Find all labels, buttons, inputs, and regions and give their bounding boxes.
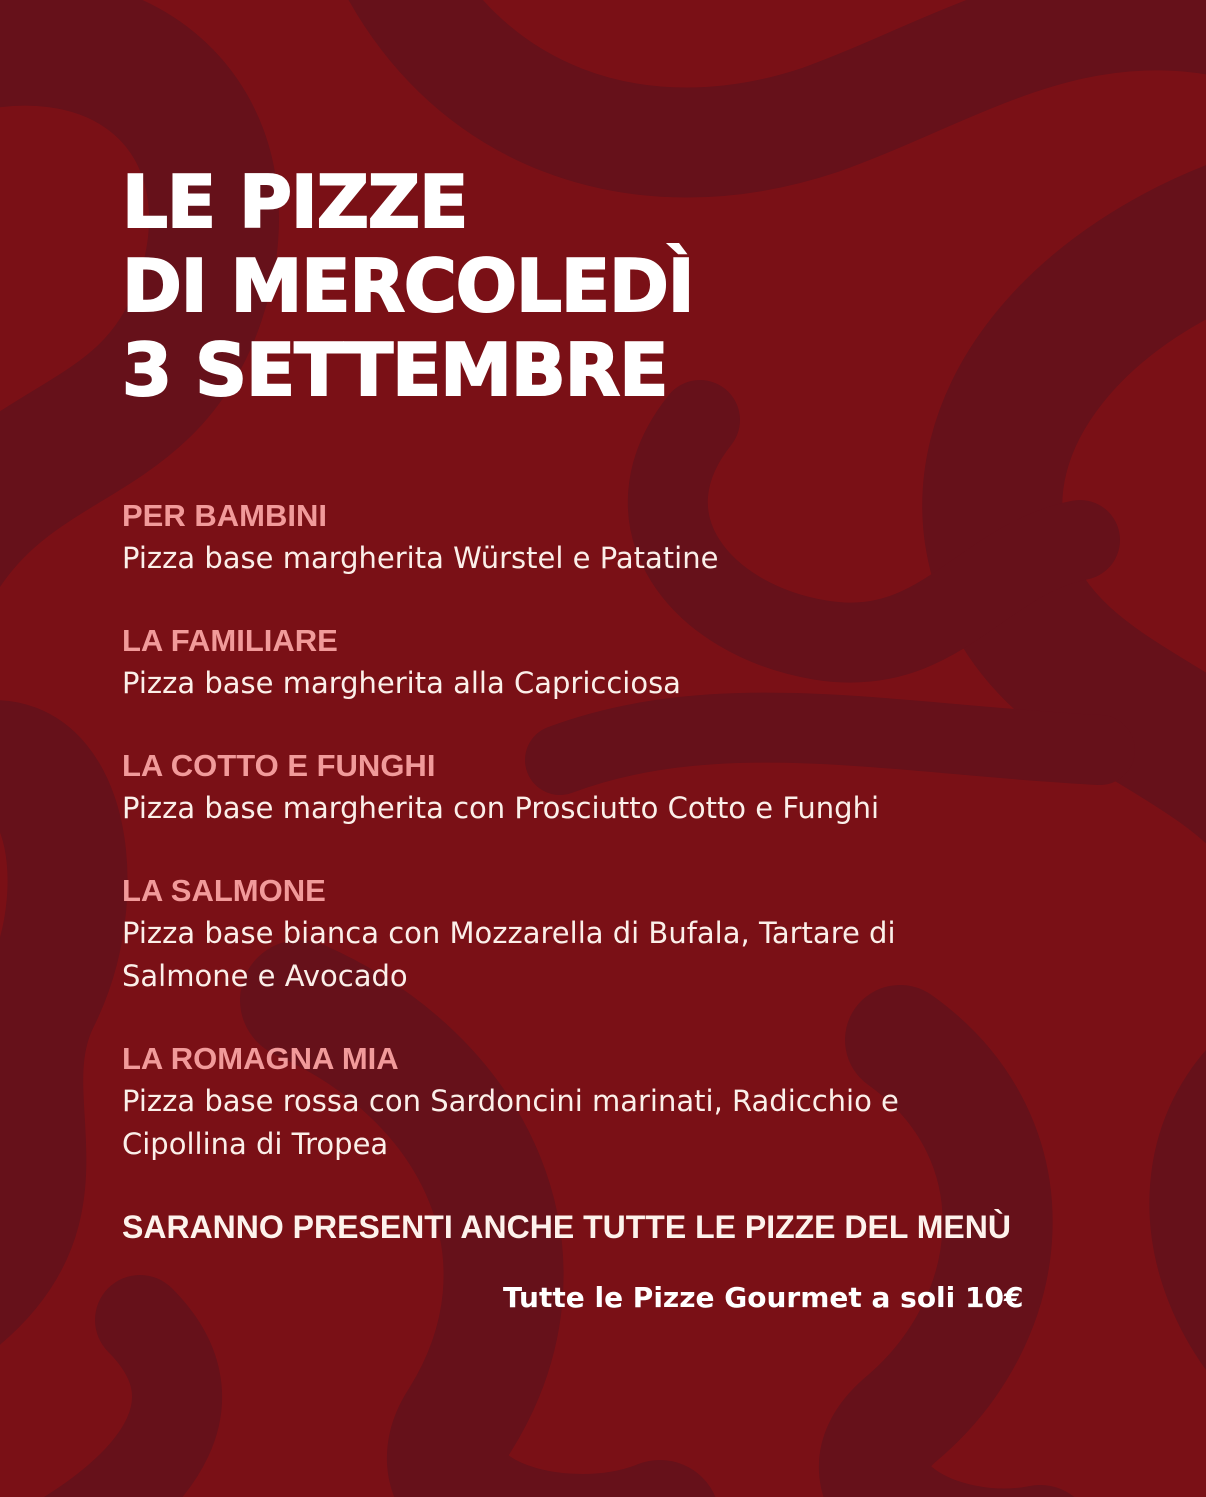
title-line: LE PIZZE xyxy=(122,160,468,244)
title-line: 3 SETTEMBRE xyxy=(122,328,668,412)
gourmet-price-promo: Tutte le Pizze Gourmet a soli 10€ xyxy=(503,1281,1024,1314)
pizza-description: Pizza base rossa con Sardoncini marinati, Radicchio e Cipollina di Tropea xyxy=(122,1084,899,1161)
pizza-item xyxy=(122,745,1122,830)
pizza-name: LA FAMILIARE xyxy=(122,623,338,658)
menu-note: SARANNO PRESENTI ANCHE TUTTE LE PIZZE DEL MENÙ xyxy=(122,1209,1011,1245)
pizza-item xyxy=(122,495,1122,580)
pizza-name: LA COTTO E FUNGHI xyxy=(122,748,436,783)
pizza-name: LA SALMONE xyxy=(122,873,326,908)
title-line: DI MERCOLEDÌ xyxy=(122,244,694,328)
pizza-name: LA ROMAGNA MIA xyxy=(122,1041,399,1076)
pizza-description: Pizza base margherita alla Capricciosa xyxy=(122,666,681,700)
pizza-description: Pizza base margherita con Prosciutto Cotto e Funghi xyxy=(122,791,880,825)
page-title xyxy=(122,160,1122,412)
pizza-description: Pizza base margherita Würstel e Patatine xyxy=(122,541,719,575)
pizza-list xyxy=(122,495,1122,1166)
pizza-name: PER BAMBINI xyxy=(122,498,327,533)
pizza-item xyxy=(122,1038,1122,1166)
pizza-item xyxy=(122,870,1122,998)
menu-content xyxy=(122,160,1122,1248)
pizza-item xyxy=(122,620,1122,705)
pizza-description: Pizza base bianca con Mozzarella di Bufala, Tartare di Salmone e Avocado xyxy=(122,916,896,993)
